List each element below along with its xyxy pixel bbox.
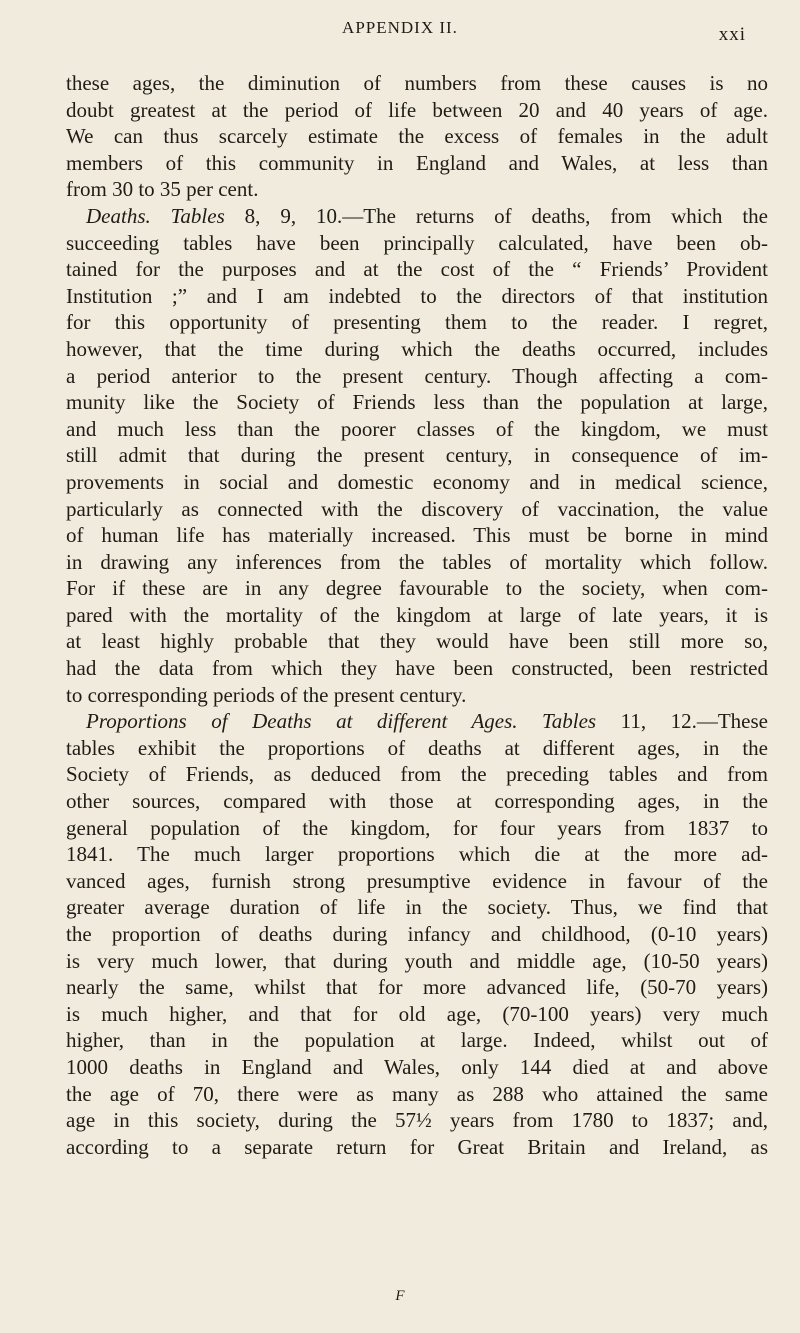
text-line: We can thus scarcely estimate the excess of females in the adult — [66, 124, 768, 149]
deaths-heading: Deaths. Tables — [86, 203, 225, 228]
text-line: age in this society, during the 57½ years from 1780 to 1837; and, — [66, 1108, 768, 1133]
text-line: according to a separate return for Great Britain and Ireland, as — [66, 1134, 768, 1159]
proportions-paragraph-opening — [66, 708, 768, 735]
text-line: to corresponding periods of the present century. — [66, 682, 467, 707]
text-line: pared with the mortality of the kingdom at large of late years, it is — [66, 602, 768, 627]
text-line: For if these are in any degree favourable to the society, when com- — [66, 576, 768, 601]
running-head: APPENDIX II. — [342, 18, 458, 37]
page-number: xxi — [718, 24, 746, 45]
signature-mark: F — [395, 1288, 405, 1304]
text-line: and much less than the poorer classes of the kingdom, we must — [66, 416, 768, 441]
proportions-heading-rest: 11, 12.—These — [596, 709, 768, 734]
text-line: succeeding tables have been principally calculated, have been ob- — [66, 230, 768, 255]
text-line: tables exhibit the proportions of deaths at different ages, in the — [66, 735, 768, 760]
text-line: munity like the Society of Friends less than the population at large, — [66, 390, 768, 415]
text-line: greater average duration of life in the society. Thus, we find that — [66, 895, 768, 920]
body-text — [66, 70, 768, 1160]
proportions-heading: Proportions of Deaths at different Ages. Tables — [86, 709, 597, 734]
text-line: at least highly probable that they would have been still more so, — [66, 629, 768, 654]
text-line: these ages, the diminution of numbers from these causes is no — [66, 71, 768, 95]
text-line: had the data from which they have been constructed, been restricted — [66, 656, 768, 681]
text-line: however, that the time during which the deaths occurred, includes — [66, 336, 768, 361]
deaths-heading-rest: 8, 9, 10.—The returns of deaths, from which the — [224, 203, 768, 228]
text-line: tained for the purposes and at the cost of the “ Friends’ Provident — [66, 257, 768, 282]
text-line: Society of Friends, as deduced from the preceding tables and from — [66, 762, 768, 787]
text-line: particularly as connected with the discovery of vaccination, the value — [66, 496, 768, 521]
text-line: provements in social and domestic economy and in medical science, — [66, 469, 768, 494]
text-line: nearly the same, whilst that for more advanced life, (50-70 years) — [66, 975, 768, 1000]
text-line: the proportion of deaths during infancy and childhood, (0-10 years) — [66, 922, 768, 946]
text-line: of human life has materially increased. This must be borne in mind — [66, 523, 768, 548]
text-line: from 30 to 35 per cent. — [66, 177, 259, 202]
text-line: Institution ;” and I am indebted to the directors of that institution — [66, 283, 768, 308]
text-line: the age of 70, there were as many as 288 who attained the same — [66, 1081, 768, 1106]
text-line: other sources, compared with those at corresponding ages, in the — [66, 789, 768, 814]
text-line: members of this community in England and Wales, at less than — [66, 150, 768, 175]
text-line: in drawing any inferences from the tables of mortality which follow. — [66, 549, 768, 574]
text-line: is much higher, and that for old age, (70-100 years) very much — [66, 1001, 768, 1026]
text-line: still admit that during the present century, in consequence of im- — [66, 443, 768, 468]
text-line: 1841. The much larger proportions which die at the more ad- — [66, 842, 768, 867]
text-line: general population of the kingdom, for four years from 1837 to — [66, 815, 768, 840]
text-line: for this opportunity of presenting them to the reader. I regret, — [66, 310, 768, 335]
text-line: a period anterior to the present century. Though affecting a com- — [66, 363, 768, 388]
text-line: doubt greatest at the period of life between 20 and 40 years of age. — [66, 97, 768, 122]
text-line: vanced ages, furnish strong presumptive evidence in favour of the — [66, 868, 768, 893]
text-line: higher, than in the population at large. Indeed, whilst out of — [66, 1028, 768, 1053]
text-line: is very much lower, that during youth and middle age, (10-50 years) — [66, 948, 768, 973]
deaths-paragraph-opening — [66, 203, 768, 230]
text-line: 1000 deaths in England and Wales, only 144 died at and above — [66, 1054, 768, 1079]
